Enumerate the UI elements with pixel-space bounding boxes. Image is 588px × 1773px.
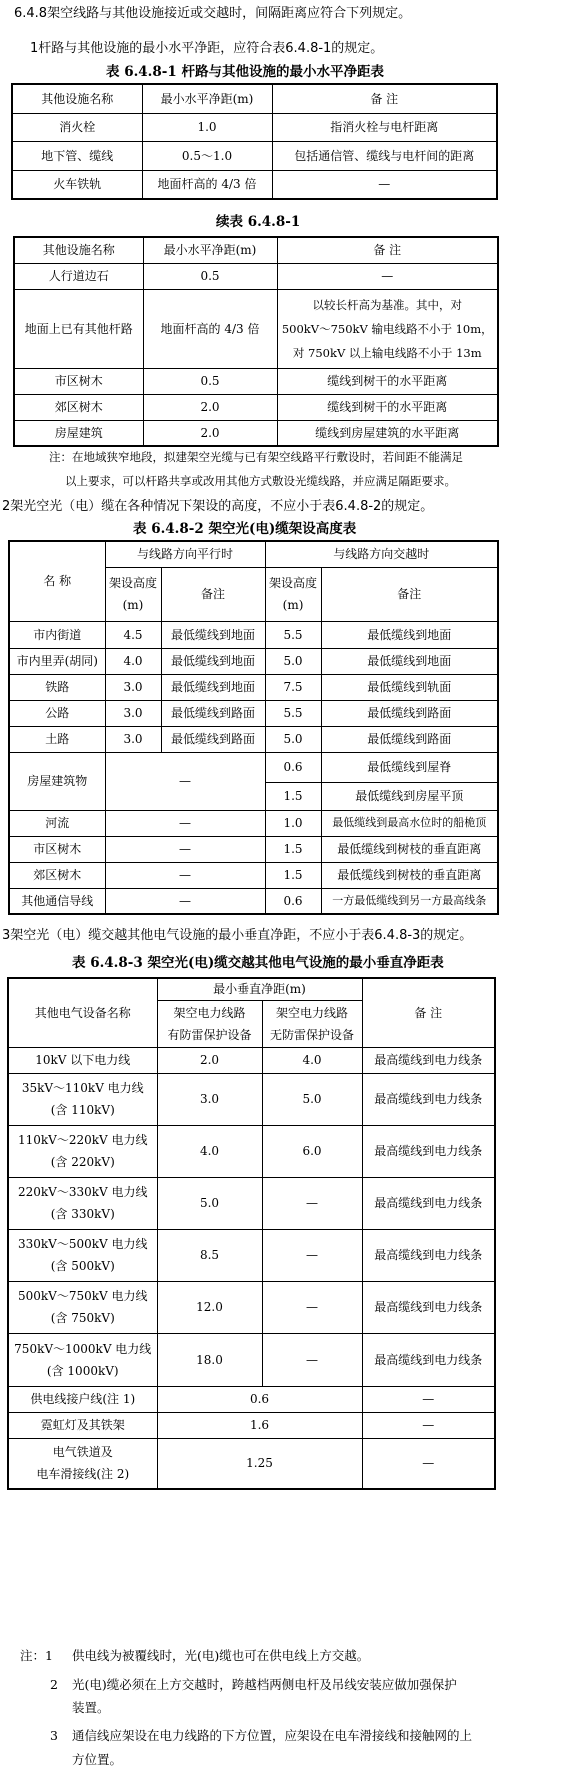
table-header-cell: 与线路方向交越时 — [265, 541, 498, 567]
table-header-cell — [262, 1000, 362, 1047]
table-cell: 最低缆线到树枝的垂直距离 — [321, 836, 498, 862]
table-cell: — — [272, 170, 497, 199]
table-cell: — — [362, 1386, 495, 1412]
table-cell: 一方最低缆线到另一方最高线条 — [321, 888, 498, 914]
table3-note3-line2: 方位置。 — [72, 1752, 123, 1767]
table-cell: — — [362, 1412, 495, 1438]
table-row — [14, 289, 498, 368]
table-cell: 0.6 — [265, 888, 321, 914]
item2-text: 2架光空光（电）缆在各种情况下架设的高度，不应小于表6.4.8-2的规定。 — [2, 499, 434, 514]
table-cell: 6.0 — [262, 1125, 362, 1177]
table-cell-line: (含 750kV) — [50, 1311, 115, 1325]
intro-text: 6.4.8架空线路与其他设施接近或交越时，间隔距离应符合下列规定。 — [14, 6, 412, 21]
table-cell-line: 架空电力线路 — [173, 1005, 246, 1020]
table-cell: 最高缆线到电力线条 — [362, 1125, 495, 1177]
table-header-cell: 名 称 — [9, 541, 105, 621]
table1b-note-line1: 注：在地域狭窄地段，拟建架空光缆与已有架空线路平行敷设时，若间距不能满足 — [49, 450, 463, 464]
table3-note1-label: 注：1 — [20, 1648, 53, 1663]
table-cell: — — [262, 1333, 362, 1386]
table-cell: 最高缆线到电力线条 — [362, 1333, 495, 1386]
table-cell — [8, 1177, 157, 1229]
table-cell: 最低缆线到房屋平顶 — [321, 782, 498, 810]
table-cell: 最低缆线到地面 — [161, 674, 265, 700]
table-cell: — — [262, 1281, 362, 1333]
table-cell: 市内街道 — [9, 621, 105, 648]
table-row — [9, 674, 498, 700]
table-cell: 公路 — [9, 700, 105, 726]
table-cell: 0.6 — [157, 1386, 362, 1412]
table-cell: 最低缆线到地面 — [161, 621, 265, 648]
table-row — [8, 1412, 495, 1438]
table-cell-line: (含 1000kV) — [46, 1363, 119, 1378]
table-cell: 1.5 — [265, 836, 321, 862]
table-cell: 1.5 — [265, 862, 321, 888]
table-header-cell: 其他设施名称 — [12, 84, 142, 113]
table-cell-line: 110kV～220kV 电力线 — [18, 1133, 148, 1147]
table-cell: 最低缆线到最高水位时的船桅顶 — [321, 810, 498, 836]
table-header-cell: 与线路方向平行时 — [105, 541, 265, 567]
table-cell: 0.5 — [143, 368, 277, 394]
table1 — [11, 83, 498, 200]
table-cell: 铁路 — [9, 674, 105, 700]
table-cell — [277, 289, 498, 368]
table-cell: 市区树木 — [9, 836, 105, 862]
table-row — [12, 170, 497, 199]
table-cell: 最低缆线到屋脊 — [321, 752, 498, 782]
table-row — [8, 1229, 495, 1281]
table-cell: 3.0 — [105, 674, 161, 700]
item1-text: 1杆路与其他设施的最小水平净距，应符合表6.4.8-1的规定。 — [30, 41, 384, 56]
table-row — [8, 1177, 495, 1229]
table-cell-line: (含 330kV) — [50, 1207, 115, 1221]
table-cell: — — [105, 752, 265, 810]
table-cell: 霓虹灯及其铁架 — [8, 1412, 157, 1438]
table-row — [8, 1073, 495, 1125]
table-cell — [8, 1333, 157, 1386]
table-cell: 市区树木 — [14, 368, 143, 394]
table-cell: 缆线到树干的水平距离 — [277, 368, 498, 394]
table-row — [8, 1047, 495, 1073]
table-cell — [8, 1438, 157, 1489]
table2 — [8, 540, 499, 915]
table-cell: 其他通信导线 — [9, 888, 105, 914]
table-row — [8, 1281, 495, 1333]
table-cell: 地面杆高的 4/3 倍 — [143, 289, 277, 368]
table-row — [14, 368, 498, 394]
table-header-cell — [105, 567, 161, 621]
table1b — [13, 236, 499, 447]
table-cell — [8, 1229, 157, 1281]
table-cell: 地面杆高的 4/3 倍 — [142, 170, 272, 199]
table-cell: — — [362, 1438, 495, 1489]
table-cell-line: 750kV～1000kV 电力线 — [14, 1341, 152, 1356]
table-row — [14, 420, 498, 446]
table-cell: 郊区树木 — [9, 862, 105, 888]
table-cell-line: 架设高度 — [269, 576, 318, 590]
table-cell: 3.0 — [105, 700, 161, 726]
table-cell: 指消火栓与电杆距离 — [272, 113, 497, 141]
table-cell: 最高缆线到电力线条 — [362, 1177, 495, 1229]
table-header-row — [14, 237, 498, 263]
table3-note2-line2: 装置。 — [72, 1700, 110, 1715]
table-row — [9, 700, 498, 726]
table-row — [12, 113, 497, 141]
table-cell: 供电线接户线(注 1) — [8, 1386, 157, 1412]
table-cell: 最低缆线到路面 — [161, 726, 265, 752]
table-cell-line: 对 750kV 以上输电线路不小于 13m — [292, 345, 482, 360]
table-cell-line: 以较长杆高为基准。其中，对 — [312, 297, 462, 312]
table-cell: 8.5 — [157, 1229, 262, 1281]
table-cell: 4.0 — [157, 1125, 262, 1177]
table-cell: 7.5 — [265, 674, 321, 700]
table-row — [9, 726, 498, 752]
table-cell: — — [105, 862, 265, 888]
table-header-cell: 最小水平净距(m) — [142, 84, 272, 113]
table-row — [8, 1125, 495, 1177]
table-cell — [8, 1281, 157, 1333]
table-cell: — — [105, 888, 265, 914]
table-cell: 最低缆线到树枝的垂直距离 — [321, 862, 498, 888]
table-cell: 缆线到房屋建筑的水平距离 — [277, 420, 498, 446]
table-row — [8, 1438, 495, 1489]
table-cell: 土路 — [9, 726, 105, 752]
table-header-row — [8, 978, 495, 1000]
table-row — [9, 648, 498, 674]
table-cell: 4.0 — [105, 648, 161, 674]
table-cell: 1.6 — [157, 1412, 362, 1438]
table-cell-line: 电车滑接线(注 2) — [36, 1467, 130, 1482]
table-cell: 最低缆线到地面 — [321, 648, 498, 674]
table-cell: 最低缆线到地面 — [321, 621, 498, 648]
table-header-cell: 其他设施名称 — [14, 237, 143, 263]
table-cell: 最高缆线到电力线条 — [362, 1229, 495, 1281]
table-cell-line: 架空电力线路 — [275, 1005, 348, 1020]
table-cell: 最低缆线到路面 — [321, 700, 498, 726]
table-cell: — — [262, 1177, 362, 1229]
table-cell: 包括通信管、缆线与电杆间的距离 — [272, 141, 497, 170]
table3-caption: 表 6.4.8-3 架空光(电)缆交越其他电气设施的最小垂直净距表 — [72, 955, 444, 971]
table-cell: — — [105, 810, 265, 836]
table-cell: 5.0 — [262, 1073, 362, 1125]
table-cell: 2.0 — [143, 394, 277, 420]
table-header-cell: 最小水平净距(m) — [143, 237, 277, 263]
table-cell: 1.0 — [265, 810, 321, 836]
table-cell — [8, 1125, 157, 1177]
table-row — [8, 1333, 495, 1386]
table1b-caption: 续表 6.4.8-1 — [216, 214, 301, 230]
table3-note2-label: 2 — [50, 1677, 58, 1692]
table-cell: 5.0 — [157, 1177, 262, 1229]
table-header-cell — [157, 1000, 262, 1047]
table-cell: 房屋建筑 — [14, 420, 143, 446]
table-row — [9, 836, 498, 862]
table3 — [7, 977, 496, 1490]
table-cell: 4.5 — [105, 621, 161, 648]
table-cell-line: (含 220kV) — [50, 1155, 115, 1169]
table-cell-line: 220kV～330kV 电力线 — [18, 1185, 148, 1199]
table3-note3-line1: 通信线应架设在电力线路的下方位置，应架设在电车滑接线和接触网的上 — [72, 1728, 473, 1743]
table-cell: 最低缆线到轨面 — [321, 674, 498, 700]
table-header-cell: 备注 — [321, 567, 498, 621]
table-cell-line: 电气铁道及 — [52, 1445, 113, 1460]
table3-note1: 供电线为被覆线时，光(电)缆也可在供电线上方交越。 — [72, 1648, 370, 1663]
table-header-cell — [265, 567, 321, 621]
table-cell: 最低缆线到路面 — [161, 700, 265, 726]
table-cell: — — [277, 263, 498, 289]
table3-note3-label: 3 — [50, 1728, 58, 1743]
table-cell: 2.0 — [143, 420, 277, 446]
table-row — [8, 1386, 495, 1412]
table-row — [12, 141, 497, 170]
table-cell: 0.5 — [143, 263, 277, 289]
table1b-note-line2: 以上要求，可以杆路共享或改用其他方式敷设光缆线路，并应满足隔距要求。 — [65, 474, 456, 488]
table-cell: 18.0 — [157, 1333, 262, 1386]
table-header-cell: 备注 — [161, 567, 265, 621]
table-cell: 5.0 — [265, 648, 321, 674]
table-cell: 消火栓 — [12, 113, 142, 141]
table-cell: — — [105, 836, 265, 862]
table-cell: 最高缆线到电力线条 — [362, 1073, 495, 1125]
table-row — [14, 263, 498, 289]
table-cell: 2.0 — [157, 1047, 262, 1073]
table-row — [14, 394, 498, 420]
table-cell-line: 330kV～500kV 电力线 — [18, 1237, 148, 1251]
table-cell: 郊区树木 — [14, 394, 143, 420]
table-header-cell: 其他电气设备名称 — [8, 978, 157, 1047]
table1-caption: 表 6.4.8-1 杆路与其他设施的最小水平净距表 — [106, 64, 384, 80]
table-cell: 1.25 — [157, 1438, 362, 1489]
table-header-cell: 备 注 — [277, 237, 498, 263]
table-cell: 1.0 — [142, 113, 272, 141]
table-cell-line: (m) — [122, 598, 144, 612]
table-header-cell: 备 注 — [362, 978, 495, 1047]
table-cell: 0.6 — [265, 752, 321, 782]
table-cell-line: 500kV～750kV 电力线 — [18, 1289, 148, 1303]
table-cell: 5.0 — [265, 726, 321, 752]
table-cell: 3.0 — [105, 726, 161, 752]
table-cell: 0.5～1.0 — [142, 141, 272, 170]
table-cell-line: (含 110kV) — [50, 1103, 115, 1117]
table-cell-line: (m) — [282, 598, 304, 612]
table-row — [9, 862, 498, 888]
table-cell: — — [262, 1229, 362, 1281]
table2-caption: 表 6.4.8-2 架空光(电)缆架设高度表 — [133, 521, 357, 537]
table-cell: 房屋建筑物 — [9, 752, 105, 810]
table-cell: 12.0 — [157, 1281, 262, 1333]
table-cell-line: 35kV～110kV 电力线 — [21, 1081, 144, 1095]
table-cell-line: 架设高度 — [108, 576, 157, 590]
table-cell: 10kV 以下电力线 — [8, 1047, 157, 1073]
table-header-row — [12, 84, 497, 113]
table-cell-line: 有防雷保护设备 — [167, 1027, 252, 1042]
table-cell: 地下管、缆线 — [12, 141, 142, 170]
table-row — [9, 752, 498, 782]
table-cell: 人行道边石 — [14, 263, 143, 289]
table-cell-line: 无防雷保护设备 — [269, 1027, 354, 1042]
table-cell: 最高缆线到电力线条 — [362, 1047, 495, 1073]
table-cell: 5.5 — [265, 700, 321, 726]
table-cell: 最低缆线到路面 — [321, 726, 498, 752]
table-header-cell: 备 注 — [272, 84, 497, 113]
table-cell: 1.5 — [265, 782, 321, 810]
table-row — [9, 888, 498, 914]
table-header-row — [9, 541, 498, 567]
table-cell-line: (含 500kV) — [50, 1259, 115, 1273]
table-cell: 地面上已有其他杆路 — [14, 289, 143, 368]
table-cell: 3.0 — [157, 1073, 262, 1125]
table-cell-line: 500kV～750kV 输电线路不小于 10m， — [281, 321, 493, 336]
item3-text: 3架空光（电）缆交越其他电气设施的最小垂直净距，不应小于表6.4.8-3的规定。 — [2, 928, 473, 943]
table-cell: 5.5 — [265, 621, 321, 648]
table3-note2-line1: 光(电)缆必须在上方交越时，跨越档两侧电杆及吊线安装应做加强保护 — [72, 1677, 457, 1692]
table-cell — [8, 1073, 157, 1125]
table-cell: 市内里弄(胡同) — [9, 648, 105, 674]
table-cell: 最高缆线到电力线条 — [362, 1281, 495, 1333]
table-row — [9, 621, 498, 648]
table-cell: 4.0 — [262, 1047, 362, 1073]
table-cell: 火车铁轨 — [12, 170, 142, 199]
table-cell: 最低缆线到地面 — [161, 648, 265, 674]
table-cell: 缆线到树干的水平距离 — [277, 394, 498, 420]
table-header-cell: 最小垂直净距(m) — [157, 978, 362, 1000]
table-row — [9, 810, 498, 836]
table-cell: 河流 — [9, 810, 105, 836]
